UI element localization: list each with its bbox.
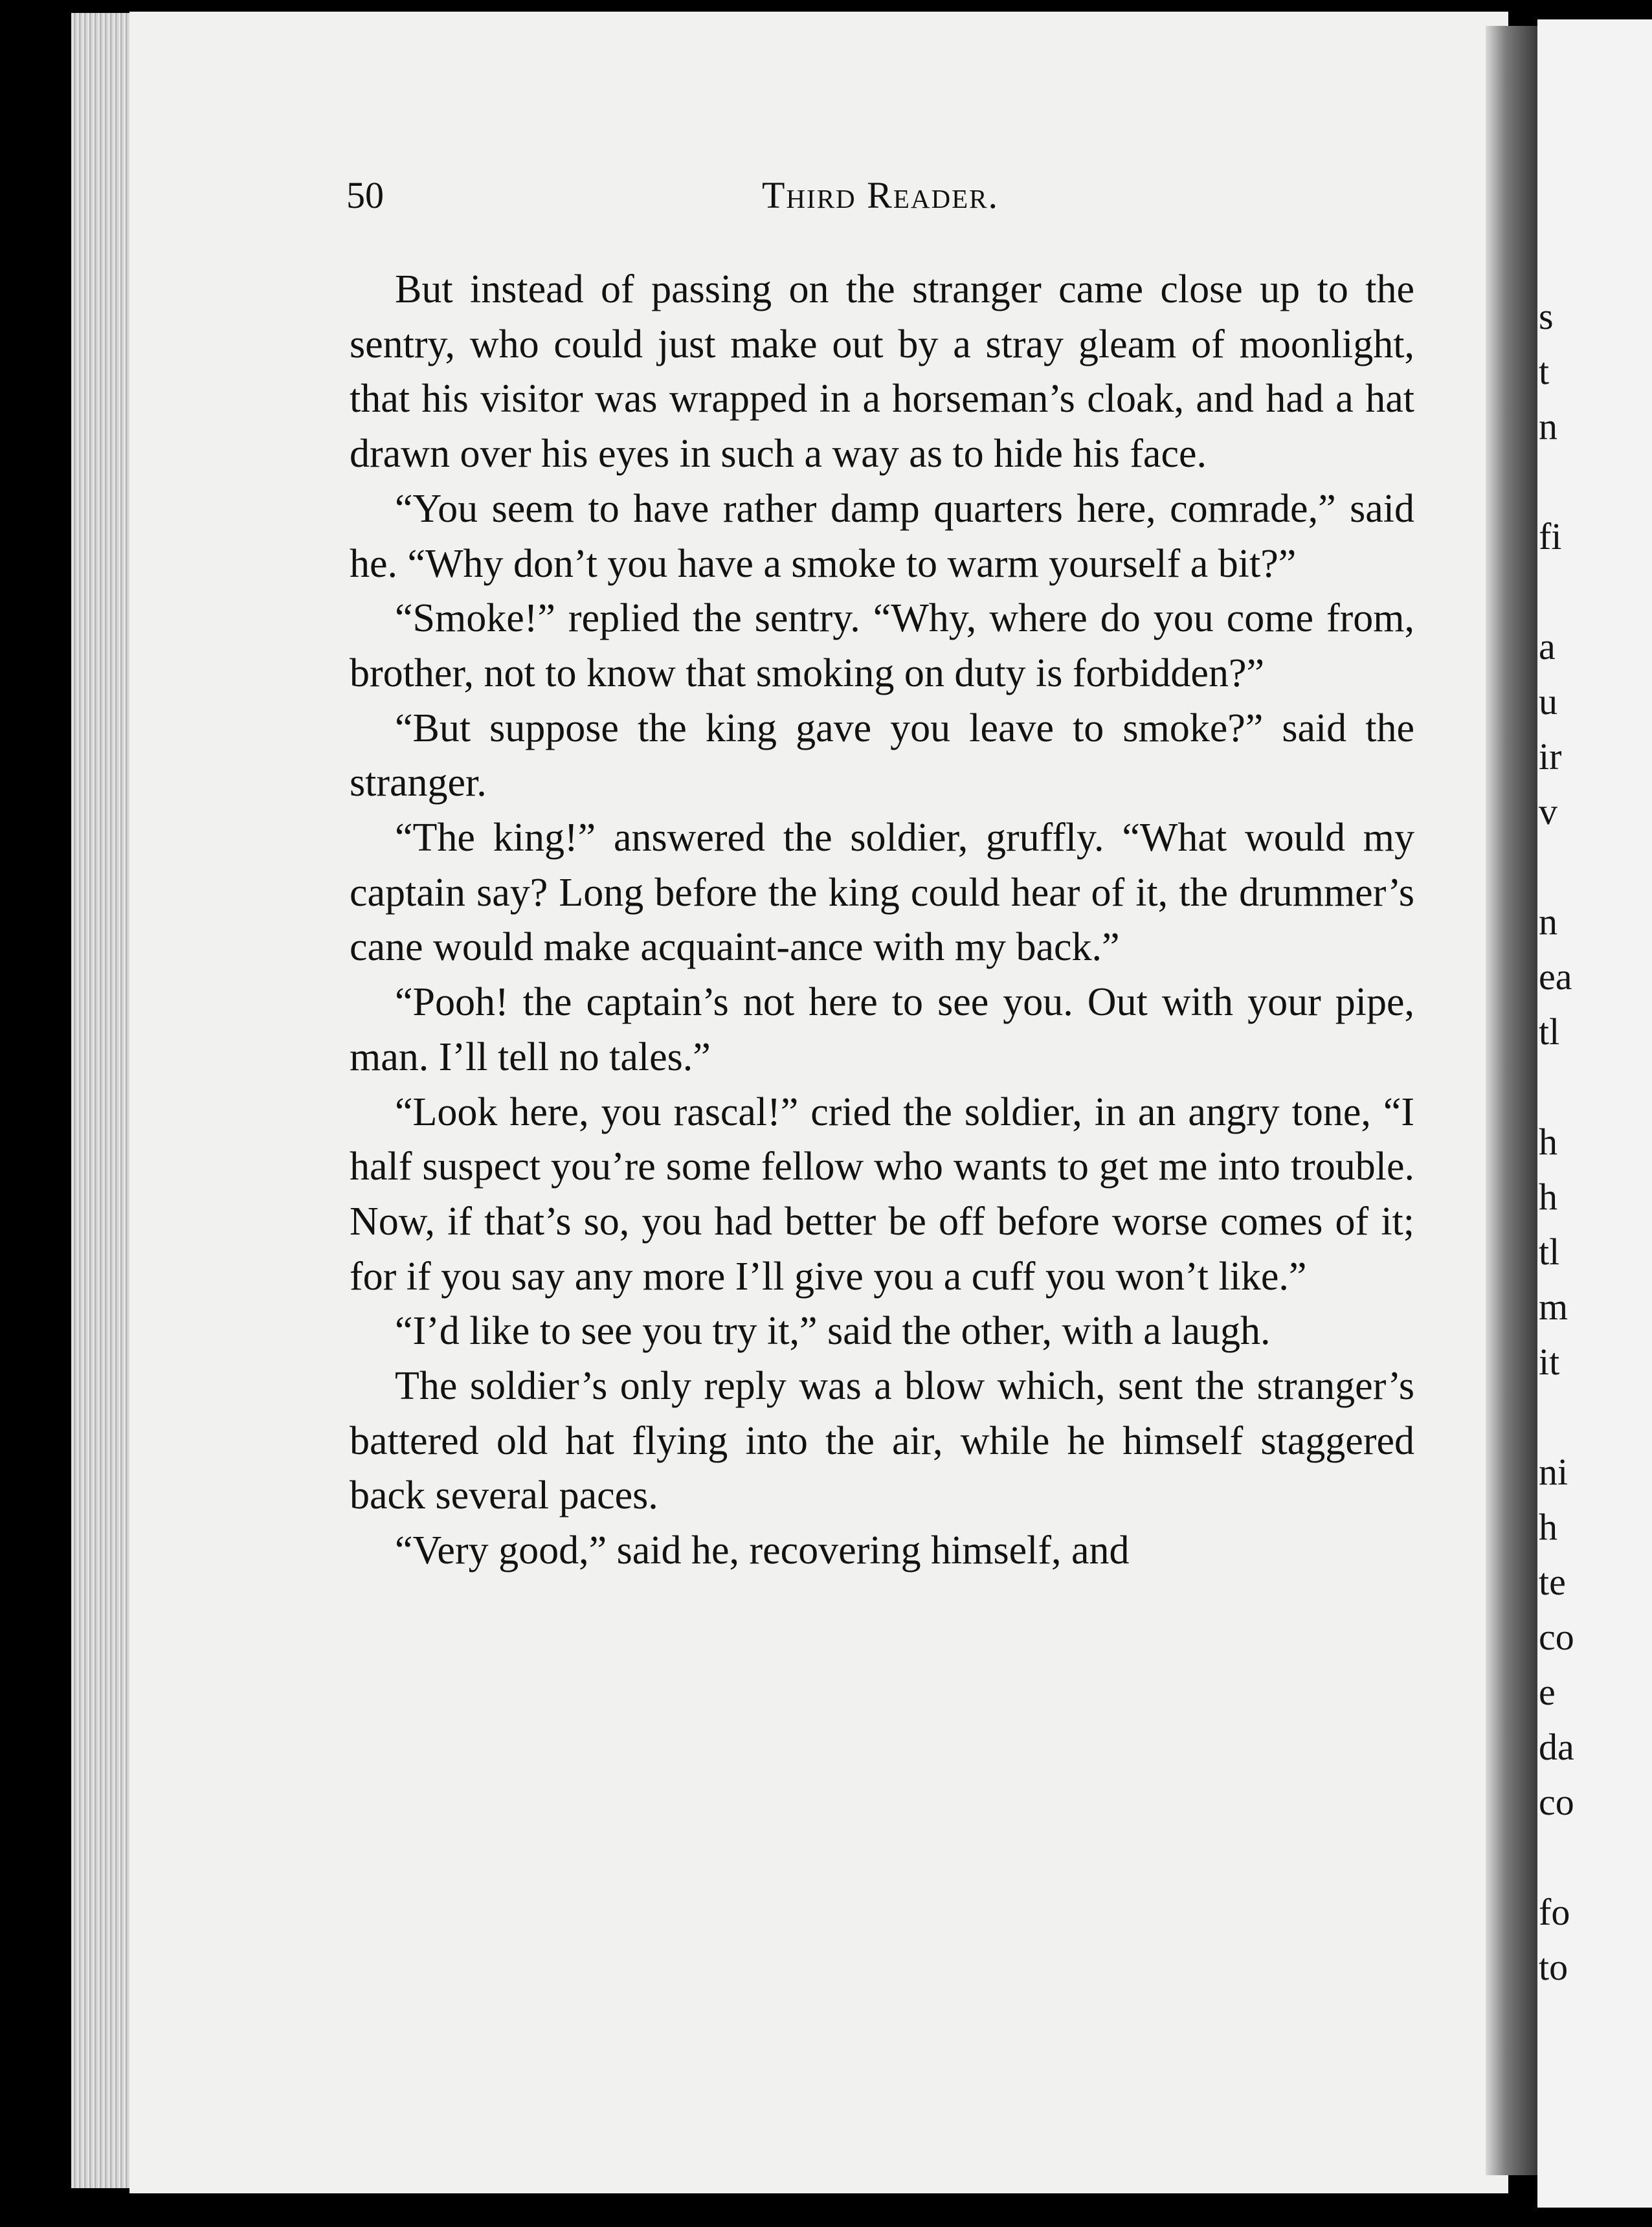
facing-fragment: u <box>1539 680 1557 722</box>
facing-fragment: h <box>1539 1176 1557 1218</box>
facing-fragment: da <box>1539 1726 1574 1768</box>
facing-fragment: s <box>1539 295 1554 337</box>
paragraph: But instead of passing on the stranger came close up to the sentry, who could just make out by a stray gleam of moonlight, that his visitor was wrapped in a horseman’s cloak, and had a hat drawn over his eyes in such a way as to hide his face. <box>350 267 1414 476</box>
facing-fragment: v <box>1539 790 1557 833</box>
paragraph: The soldier’s only reply was a blow which, sent the stranger’s battered old hat flying into the air, while he himself staggered back several paces. <box>350 1364 1414 1518</box>
facing-fragment: fi <box>1539 515 1562 557</box>
body-text <box>350 262 1414 1578</box>
paragraph: “Look here, you rascal!” cried the soldier, in an angry tone, “I half suspect you’re some fellow who wants to get me into trouble. Now, if that’s so, you had better be off before worse comes of it; for if you say any more I’ll give you a cuff you won’t like.” <box>350 1090 1414 1299</box>
running-head <box>346 173 1414 225</box>
facing-fragment: it <box>1539 1341 1560 1383</box>
paragraph: “Smoke!” replied the sentry. “Why, where do you come from, brother, not to know that smoking on duty is forbidden?” <box>350 596 1414 695</box>
paragraph: “I’d like to see you try it,” said the other, with a laugh. <box>395 1309 1271 1354</box>
facing-fragment: tl <box>1539 1011 1560 1053</box>
facing-fragment: fo <box>1539 1891 1570 1933</box>
facing-fragment: ni <box>1539 1451 1568 1493</box>
paragraph: “You seem to have rather damp quarters here, comrade,” said he. “Why don’t you have a smoke to warm yourself a bit?” <box>350 486 1414 586</box>
page-number: 50 <box>346 174 384 216</box>
facing-fragment: to <box>1539 1946 1568 1988</box>
paragraph: “The king!” answered the soldier, gruffly. “What would my captain say? Long before the king could hear of it, the drummer’s cane would make acquaint-ance with my back.” <box>350 816 1414 970</box>
page-edges <box>71 13 129 2188</box>
paragraph: “Pooh! the captain’s not here to see you. Out with your pipe, man. I’ll tell no tales.” <box>350 980 1414 1079</box>
facing-fragment: h <box>1539 1121 1557 1163</box>
running-title: Third Reader. <box>762 174 999 216</box>
facing-fragment: m <box>1539 1286 1568 1328</box>
facing-fragment: tl <box>1539 1231 1560 1273</box>
facing-fragment: n <box>1539 405 1557 447</box>
scan-margin <box>0 0 71 2227</box>
paragraph: “But suppose the king gave you leave to smoke?” said the stranger. <box>350 706 1414 805</box>
book-gutter <box>1486 26 1537 2175</box>
facing-fragment: ea <box>1539 956 1572 998</box>
facing-fragment: a <box>1539 625 1556 667</box>
facing-fragment: co <box>1539 1616 1574 1658</box>
facing-page <box>1537 19 1652 2208</box>
facing-fragment: n <box>1539 901 1557 943</box>
facing-fragment: co <box>1539 1781 1574 1823</box>
facing-fragment: h <box>1539 1506 1557 1548</box>
facing-fragment: ir <box>1539 735 1562 778</box>
facing-fragment: e <box>1539 1671 1556 1713</box>
paragraph: “Very good,” said he, recovering himself, and <box>395 1528 1130 1573</box>
facing-fragment: t <box>1539 350 1550 392</box>
facing-fragment: te <box>1539 1561 1566 1603</box>
